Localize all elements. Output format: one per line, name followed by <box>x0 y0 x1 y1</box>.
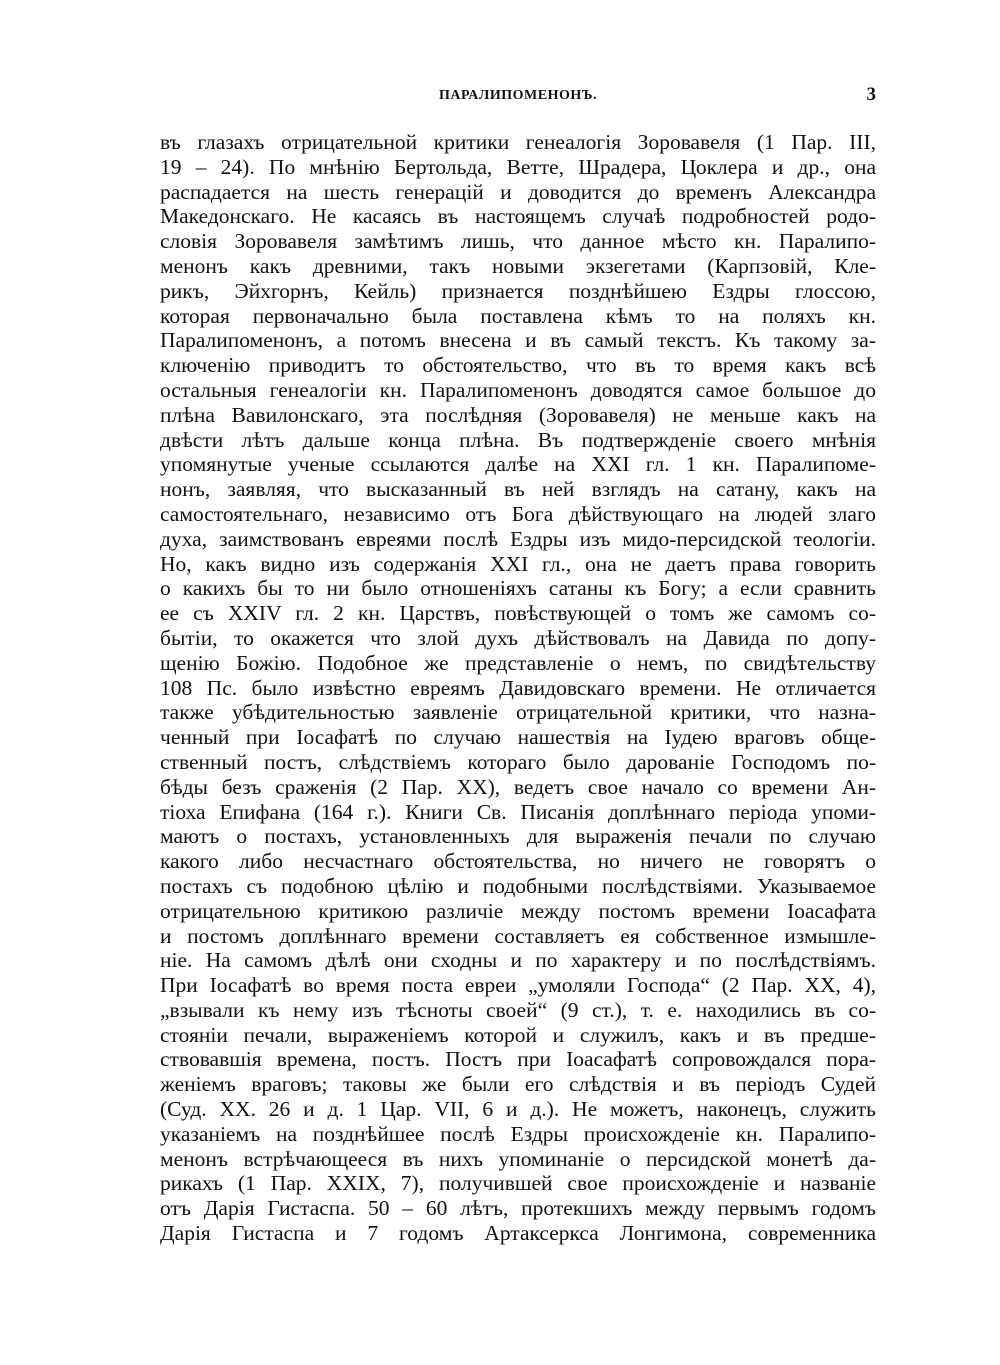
text-line: нонъ, заявляя, что высказанный въ ней взглядъ на сатану, какъ на <box>160 477 876 502</box>
text-line: распадается на шесть генерацій и доводится до временъ Александра <box>160 179 876 204</box>
text-line: „взывали къ нему изъ тѣсноты своей“ (9 ст.), т. е. находились въ со- <box>160 997 876 1022</box>
text-line: стояніи печали, выраженіемъ которой и служилъ, какъ и въ предше- <box>160 1022 876 1047</box>
text-line: ственный постъ, слѣдствіемъ котораго было дарованіе Господомъ по- <box>160 749 876 774</box>
text-line: отъ Дарія Гистаспа. 50 – 60 лѣтъ, протекшихъ между первымъ годомъ <box>160 1196 876 1221</box>
text-line: При Іосафатѣ во время поста евреи „умоляли Господа“ (2 Пар. XX, 4), <box>160 973 876 998</box>
page-header <box>160 84 876 108</box>
text-line: также убѣдительностью заявленіе отрицательной критики, что назна- <box>160 700 876 725</box>
text-line: Македонскаго. Не касаясь въ настоящемъ случаѣ подробностей родо- <box>160 204 876 229</box>
text-line: (Суд. XX. 26 и д. 1 Цар. VII, 6 и д.). Не можетъ, наконецъ, служить <box>160 1097 876 1122</box>
text-line: Паралипоменонъ, а потомъ внесена и въ самый текстъ. Къ такому за- <box>160 328 876 353</box>
text-line: менонъ какъ древними, такъ новыми экзегетами (Карпзовій, Кле- <box>160 253 876 278</box>
text-line: рикъ, Эйхгорнъ, Кейль) признается позднѣйшею Ездры глоссою, <box>160 278 876 303</box>
text-line: щенію Божію. Подобное же представленіе о немъ, по свидѣтельству <box>160 650 876 675</box>
text-line: менонъ встрѣчающееся въ нихъ упоминаніе о персидской монетѣ да- <box>160 1146 876 1171</box>
text-line: словія Зоровавеля замѣтимъ лишь, что данное мѣсто кн. Паралипо- <box>160 229 876 254</box>
text-line: ченный при Іосафатѣ по случаю нашествія на Іудею враговъ обще- <box>160 725 876 750</box>
text-line: духа, заимствованъ евреями послѣ Ездры изъ мидо-персидской теологіи. <box>160 526 876 551</box>
text-line: постахъ съ подобною цѣлію и подобными послѣдствіями. Указываемое <box>160 873 876 898</box>
text-line: остальныя генеалогіи кн. Паралипоменонъ доводятся самое большое до <box>160 377 876 402</box>
text-line: бытіи, то окажется что злой духъ дѣйствовалъ на Давида по допу- <box>160 625 876 650</box>
text-line: ствовавшія времена, постъ. Постъ при Іоасафатѣ сопровождался пора- <box>160 1047 876 1072</box>
text-line: женіемъ враговъ; таковы же были его слѣдствія и въ періодъ Судей <box>160 1072 876 1097</box>
text-line: ключенію приводитъ то обстоятельство, что въ то время какъ всѣ <box>160 353 876 378</box>
text-line: упомянутые ученые ссылаются далѣе на XXI гл. 1 кн. Паралипоме- <box>160 452 876 477</box>
text-line: плѣна Вавилонскаго, эта послѣдняя (Зоровавеля) не меньше какъ на <box>160 402 876 427</box>
text-line: указаніемъ на позднѣйшее послѣ Ездры происхожденіе кн. Паралипо- <box>160 1121 876 1146</box>
text-line: бѣды безъ сраженія (2 Пар. XX), ведетъ свое начало со времени Ан- <box>160 774 876 799</box>
page-number: 3 <box>866 84 876 105</box>
text-line: 19 – 24). По мнѣнію Бертольда, Ветте, Шрадера, Цоклера и др., она <box>160 154 876 179</box>
text-line: Дарія Гистаспа и 7 годомъ Артаксеркса Лонгимона, современника <box>160 1221 876 1246</box>
text-line: 108 Пс. было извѣстно евреямъ Давидовскаго времени. Не отличается <box>160 675 876 700</box>
text-line: какого либо несчастнаго обстоятельства, но ничего не говорятъ о <box>160 849 876 874</box>
text-line: самостоятельнаго, независимо отъ Бога дѣйствующаго на людей злаго <box>160 501 876 526</box>
text-line: ее съ XXIV гл. 2 кн. Царствъ, повѣствующей о томъ же самомъ со- <box>160 601 876 626</box>
text-line: которая первоначально была поставлена кѣмъ то на поляхъ кн. <box>160 303 876 328</box>
text-line: и постомъ доплѣннаго времени составляетъ ея собственное измышле- <box>160 923 876 948</box>
text-line: Но, какъ видно изъ содержанія XXI гл., она не даетъ права говорить <box>160 551 876 576</box>
text-line: въ глазахъ отрицательной критики генеалогія Зоровавеля (1 Пар. III, <box>160 130 876 154</box>
text-line: двѣсти лѣтъ дальше конца плѣна. Въ подтвержденіе своего мнѣнія <box>160 427 876 452</box>
body-text <box>160 130 876 1246</box>
text-line: тіоха Епифана (164 г.). Книги Св. Писанія доплѣннаго періода упоми- <box>160 799 876 824</box>
text-line: ніе. На самомъ дѣлѣ они сходны и по характеру и по послѣдствіямъ. <box>160 948 876 973</box>
text-line: маютъ о постахъ, установленныхъ для выраженія печали по случаю <box>160 824 876 849</box>
text-line: рикахъ (1 Пар. XXIX, 7), получившей свое происхожденіе и названіе <box>160 1171 876 1196</box>
text-line: отрицательною критикою различіе между постомъ времени Іоасафата <box>160 898 876 923</box>
running-title: ПАРАЛИПОМЕНОНЪ. <box>439 88 597 103</box>
text-line: о какихъ бы то ни было отношеніяхъ сатаны къ Богу; а если сравнить <box>160 576 876 601</box>
